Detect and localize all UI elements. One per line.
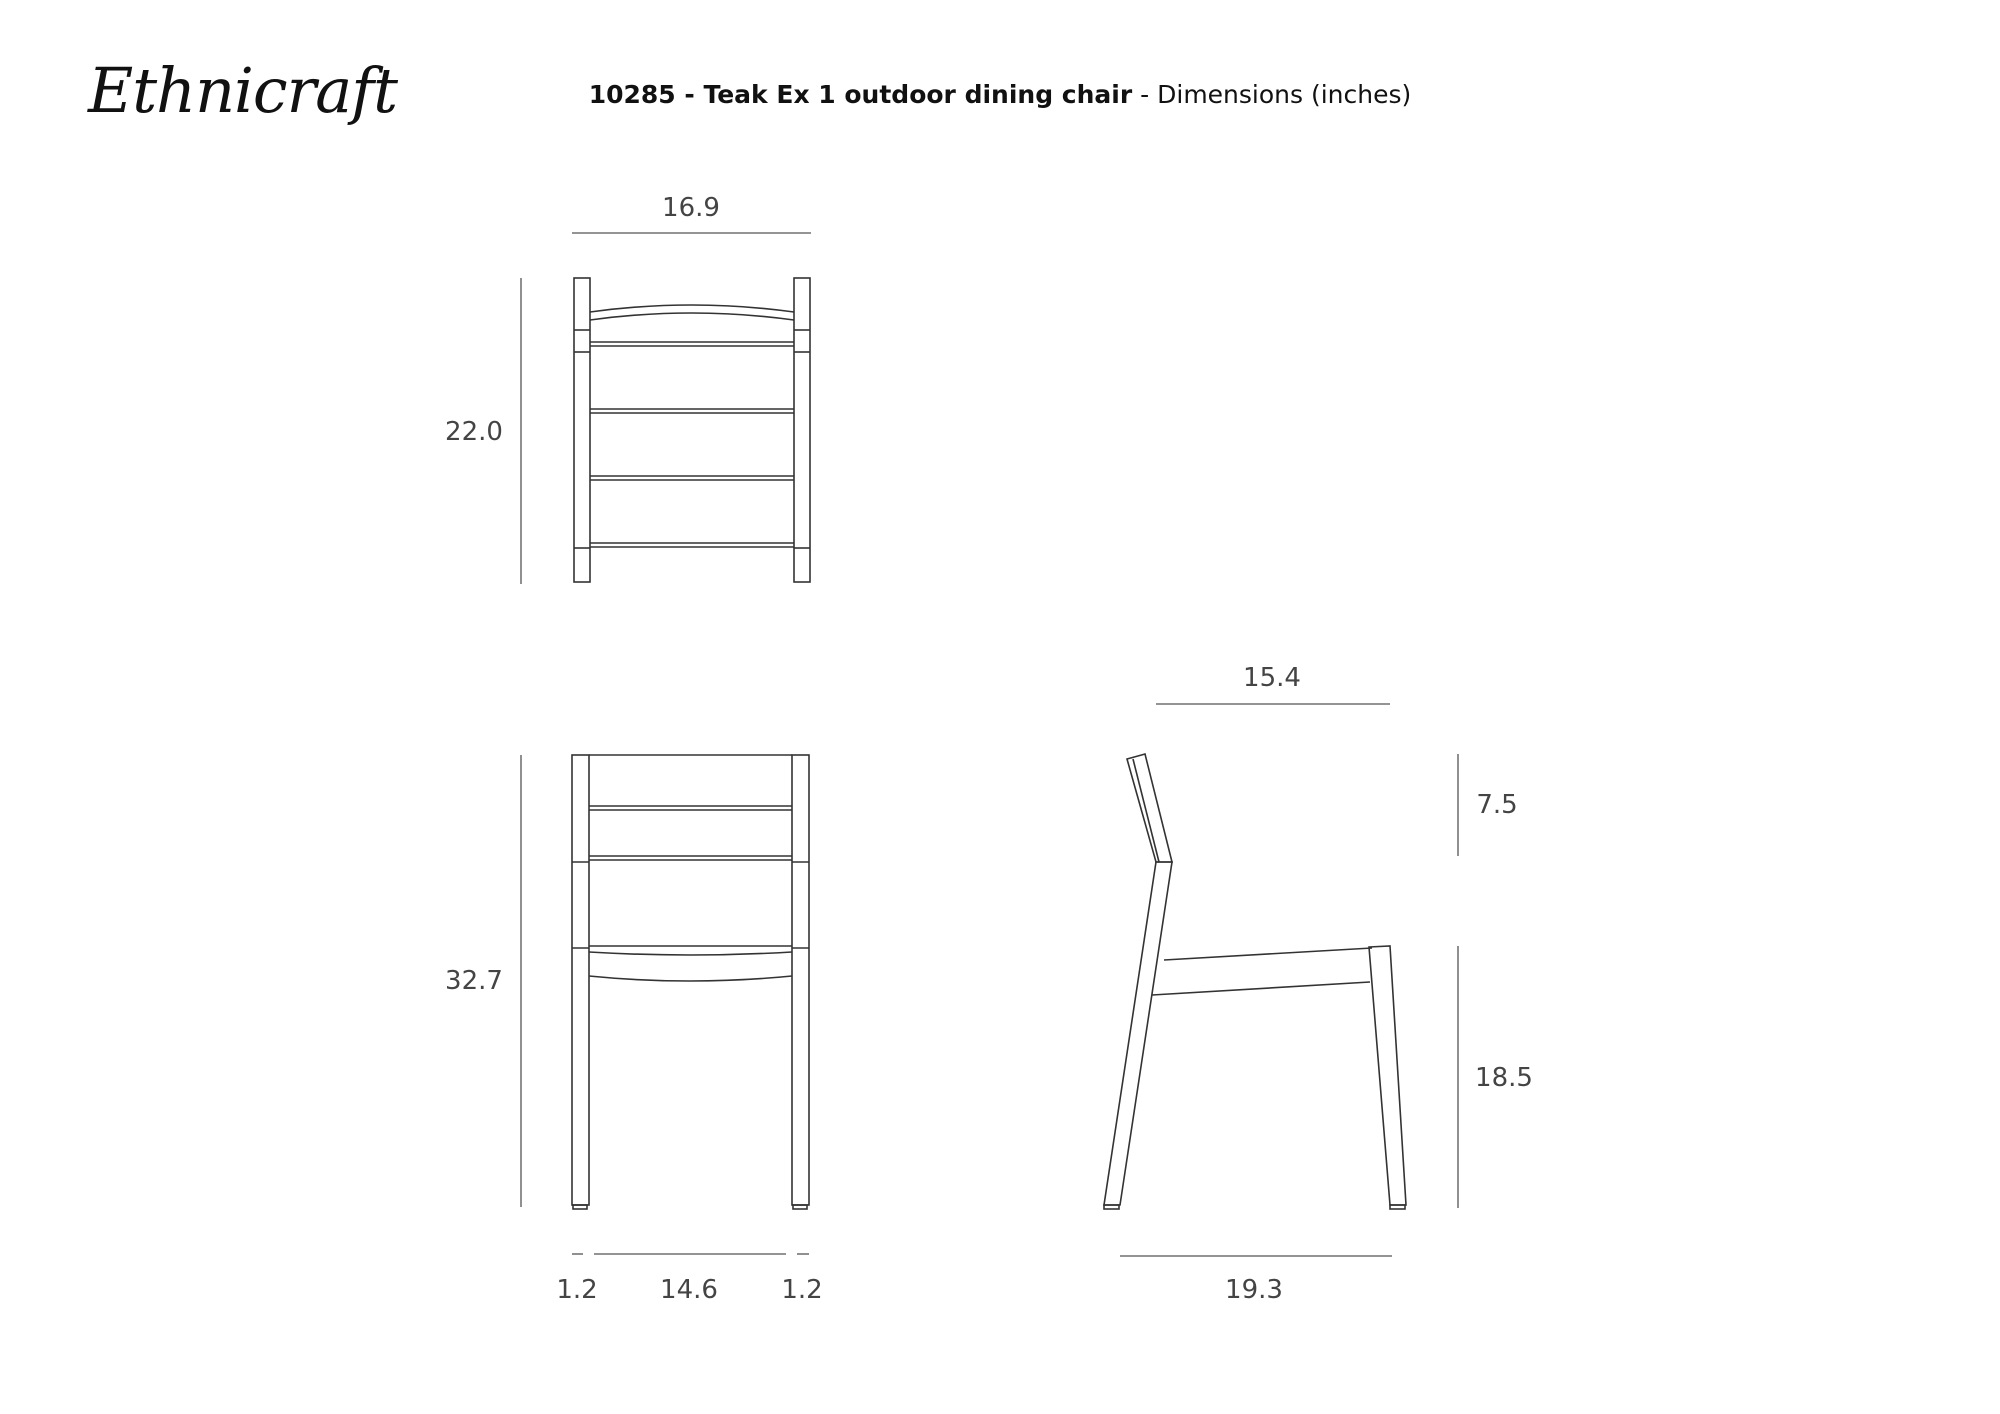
side-front-leg bbox=[1369, 946, 1406, 1205]
front-height-label: 32.7 bbox=[445, 966, 503, 996]
top-right-rail bbox=[794, 278, 810, 582]
top-backrest-curve bbox=[590, 305, 794, 312]
title-separator: - bbox=[1132, 80, 1158, 109]
side-backrest-height-label: 7.5 bbox=[1476, 790, 1518, 820]
title-units: Dimensions (inches) bbox=[1157, 80, 1412, 109]
top-left-rail bbox=[574, 278, 590, 582]
front-left-leg-label: 1.2 bbox=[556, 1275, 598, 1305]
title-product: 10285 - Teak Ex 1 outdoor dining chair bbox=[588, 80, 1133, 109]
side-backrest bbox=[1127, 754, 1172, 862]
front-inner-width-label: 14.6 bbox=[660, 1275, 718, 1305]
top-width-label: 16.9 bbox=[662, 193, 720, 223]
brand-logo: Ethnicraft bbox=[88, 54, 398, 127]
chair-front-view bbox=[521, 755, 809, 1254]
chair-side-view bbox=[1104, 704, 1458, 1256]
side-base-depth-label: 19.3 bbox=[1225, 1275, 1283, 1305]
chair-top-view bbox=[521, 233, 811, 584]
front-left-leg bbox=[572, 755, 589, 1205]
front-seat-curve bbox=[589, 976, 792, 981]
side-seat-bottom-rail bbox=[1152, 982, 1370, 995]
side-back-leg bbox=[1104, 862, 1172, 1205]
front-right-leg-label: 1.2 bbox=[781, 1275, 823, 1305]
front-right-leg bbox=[792, 755, 809, 1205]
side-seat-height-label: 18.5 bbox=[1475, 1063, 1533, 1093]
top-depth-label: 22.0 bbox=[445, 417, 503, 447]
side-seat-top-rail bbox=[1164, 948, 1372, 960]
side-top-depth-label: 15.4 bbox=[1243, 663, 1301, 693]
